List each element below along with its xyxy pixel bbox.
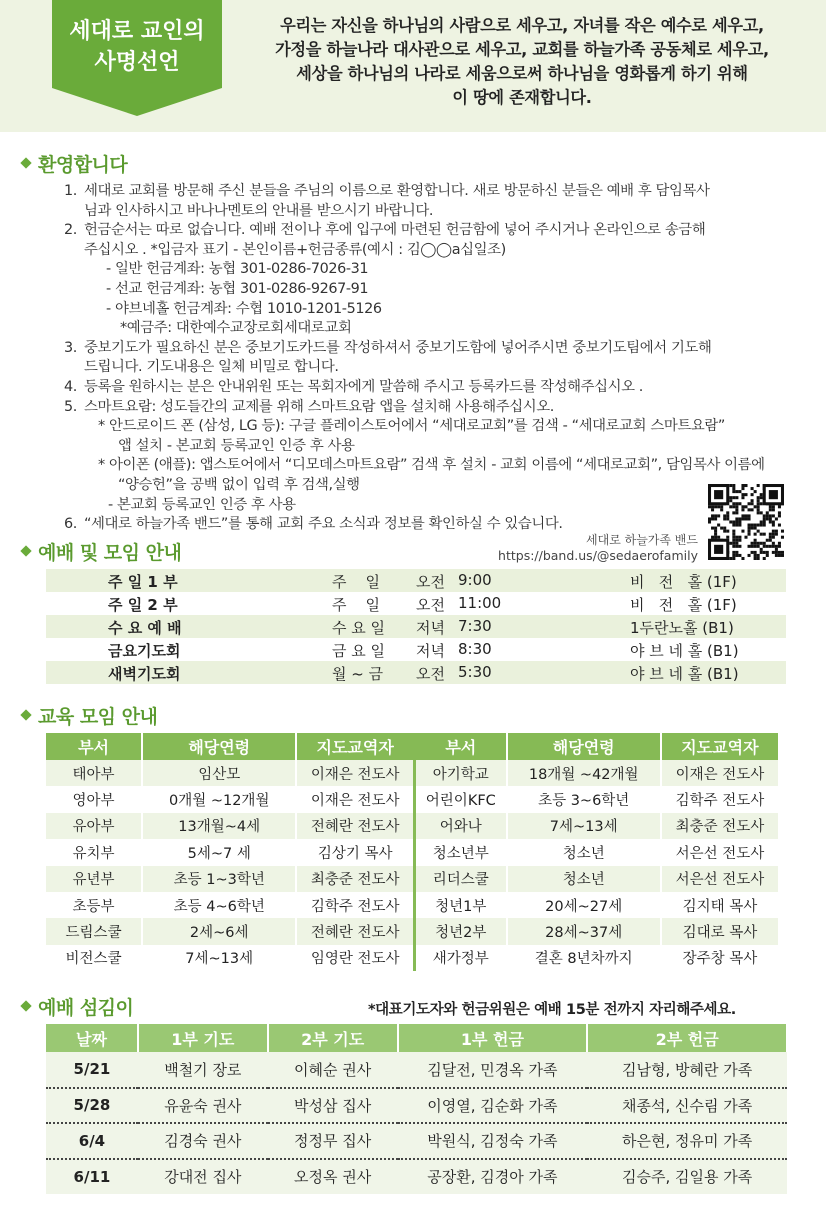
- education-title-text: 교육 모임 안내: [38, 706, 158, 728]
- service-cell: 박원식, 김정숙 가족: [398, 1123, 588, 1159]
- education-header-cell: 해당연령: [142, 733, 296, 760]
- worship-day: 주 일: [332, 573, 381, 591]
- welcome-line-number: [64, 496, 84, 516]
- education-cell: 초등 3~6학년: [507, 786, 661, 812]
- education-table: [46, 733, 780, 971]
- welcome-line: [64, 182, 804, 202]
- welcome-title: [22, 150, 127, 177]
- welcome-line: [64, 496, 804, 516]
- worship-period: 저녁: [416, 642, 445, 660]
- welcome-line: [64, 280, 804, 300]
- welcome-line-text: 등록을 원하시는 분은 안내위원 또는 목회자에게 말씀해 주시고 등록카드를 작성해주십시오 .: [84, 378, 643, 395]
- welcome-line-text: “세대로 하늘가족 밴드”를 통해 교회 주요 소식과 정보를 확인하실 수 있습니다.: [84, 516, 563, 533]
- worship-place: 비 전 홀 (1F): [630, 596, 737, 614]
- table-row: [46, 866, 779, 892]
- band-url[interactable]: https://band.us/@sedaerofamily: [498, 548, 698, 563]
- service-cell: 박성삼 집사: [268, 1088, 398, 1124]
- table-row: [46, 918, 779, 944]
- education-cell: 13개월~4세: [142, 813, 296, 839]
- welcome-line-number: [64, 437, 84, 457]
- worship-title-text: 예배 및 모임 안내: [38, 542, 182, 564]
- education-cell: 결혼 8년차까지: [507, 945, 661, 971]
- diamond-icon: [20, 157, 31, 168]
- education-cell: 김학주 전도사: [296, 892, 414, 918]
- worship-place: 비 전 홀 (1F): [630, 573, 737, 591]
- education-cell: 5세~7 세: [142, 839, 296, 865]
- education-cell: 이재은 전도사: [296, 760, 414, 786]
- welcome-line-number: [64, 202, 84, 222]
- service-cell: 이혜순 권사: [268, 1052, 398, 1088]
- worship-schedule: [46, 569, 786, 684]
- qr-code-icon[interactable]: [708, 484, 784, 560]
- service-cell: 오정옥 권사: [268, 1159, 398, 1195]
- worship-day: 월 ~ 금: [332, 665, 384, 683]
- welcome-line: [64, 202, 804, 222]
- education-cell: 유아부: [46, 813, 142, 839]
- worship-row: [46, 569, 786, 592]
- welcome-title-text: 환영합니다: [38, 154, 128, 176]
- education-cell: 청소년부: [414, 839, 506, 865]
- education-cell: 20세~27세: [507, 892, 661, 918]
- service-cell: 유윤숙 권사: [138, 1088, 268, 1124]
- worship-day: 금 요 일: [332, 642, 386, 660]
- welcome-line-number: 3.: [64, 339, 77, 356]
- header: [0, 0, 826, 132]
- worship-period: 저녁: [416, 619, 445, 637]
- worship-place: 야 브 네 홀 (B1): [630, 642, 739, 660]
- education-cell: 비전스쿨: [46, 945, 142, 971]
- welcome-line-number: [64, 358, 84, 378]
- mission-banner: [52, 0, 222, 116]
- education-cell: 새가정부: [414, 945, 506, 971]
- worship-row: [46, 661, 786, 684]
- education-cell: 이재은 전도사: [661, 760, 779, 786]
- table-row: [46, 813, 779, 839]
- education-cell: 아기학교: [414, 760, 506, 786]
- worship-day: 수 요 일: [332, 619, 386, 637]
- welcome-line-text: 주십시오 . *입금자 표기 - 본인이름+헌금종류(예시 : 김◯◯a십일조): [84, 241, 506, 258]
- welcome-line: [64, 358, 804, 378]
- table-row: [46, 1123, 787, 1159]
- mission-line: 세상을 하나님의 나라로 세움으로써 하나님을 영화롭게 하기 위해: [296, 64, 748, 83]
- service-cell: 김승주, 김일용 가족: [587, 1159, 787, 1195]
- welcome-line: [64, 241, 804, 261]
- table-row: [46, 892, 779, 918]
- worship-time: 8:30: [458, 640, 492, 658]
- welcome-line-number: 4.: [64, 378, 77, 395]
- service-cell: 채종석, 신수림 가족: [587, 1088, 787, 1124]
- welcome-line-text: 스마트요람: 성도들간의 교제를 위해 스마트요람 앱을 설치해 사용해주십시오.: [84, 398, 554, 415]
- education-cell: 초등 4~6학년: [142, 892, 296, 918]
- education-cell: 최충준 전도사: [661, 813, 779, 839]
- worship-time: 5:30: [458, 663, 492, 681]
- worship-period: 오전: [416, 665, 445, 683]
- service-title: [22, 993, 133, 1020]
- education-cell: 어와나: [414, 813, 506, 839]
- welcome-line: [64, 417, 804, 437]
- welcome-line-text: * 안드로이드 폰 (삼성, LG 등): 구글 플레이스토어에서 “세대로교회”를 검색 - “세대로교회 스마트요람”: [98, 418, 725, 435]
- education-cell: 김지태 목사: [661, 892, 779, 918]
- education-cell: 김상기 목사: [296, 839, 414, 865]
- welcome-line-text: *예금주: 대한예수교장로회세대로교회: [120, 320, 352, 337]
- service-date: 5/28: [46, 1088, 138, 1124]
- welcome-line-number: [64, 456, 84, 476]
- welcome-line-text: 세대로 교회를 방문해 주신 분들을 주님의 이름으로 환영합니다. 새로 방문하신 분들은 예배 후 담임목사: [84, 183, 710, 199]
- table-row: [46, 1159, 787, 1195]
- education-cell: 유년부: [46, 866, 142, 892]
- worship-row: [46, 615, 786, 638]
- worship-name: 수 요 예 배: [108, 619, 182, 637]
- welcome-line-number: [64, 280, 84, 300]
- education-header-cell: 해당연령: [507, 733, 661, 760]
- welcome-line-number: [64, 417, 84, 437]
- mission-statement: [238, 14, 806, 110]
- welcome-line: [64, 378, 804, 398]
- education-header-row: [46, 733, 779, 760]
- education-cell: 김학주 전도사: [661, 786, 779, 812]
- education-cell: 7세~13세: [507, 813, 661, 839]
- worship-name: 새벽기도회: [108, 665, 181, 683]
- welcome-line-number: 6.: [64, 516, 77, 533]
- education-cell: 드림스쿨: [46, 918, 142, 944]
- banner-title: [52, 16, 222, 78]
- service-date: 6/4: [46, 1123, 138, 1159]
- welcome-line-number: [64, 300, 84, 320]
- education-header-cell: 지도교역자: [296, 733, 414, 760]
- welcome-list: [64, 182, 804, 535]
- education-cell: 김대로 목사: [661, 918, 779, 944]
- welcome-line-number: 2.: [64, 222, 77, 239]
- mission-line: 가정을 하늘나라 대사관으로 세우고, 교회를 하늘가족 공동체로 세우고,: [275, 40, 769, 59]
- welcome-line-number: 5.: [64, 398, 77, 415]
- education-cell: 초등 1~3학년: [142, 866, 296, 892]
- service-cell: 이영열, 김순화 가족: [398, 1088, 588, 1124]
- table-row: [46, 786, 779, 812]
- service-cell: 백철기 장로: [138, 1052, 268, 1088]
- worship-time: 9:00: [458, 571, 492, 589]
- education-title: [22, 702, 157, 729]
- welcome-line-text: 앱 설치 - 본교회 등록교인 인증 후 사용: [118, 437, 355, 454]
- service-cell: 김달전, 민경옥 가족: [398, 1052, 588, 1088]
- service-date: 6/11: [46, 1159, 138, 1195]
- mission-line: 우리는 자신을 하나님의 사람으로 세우고, 자녀를 작은 예수로 세우고,: [280, 16, 764, 35]
- welcome-line: [64, 260, 804, 280]
- worship-title: [22, 538, 181, 565]
- welcome-line-text: 님과 인사하시고 바나나멘토의 안내를 받으시기 바랍니다.: [84, 202, 434, 219]
- education-header-cell: 지도교역자: [661, 733, 779, 760]
- welcome-line: [64, 319, 804, 339]
- service-header-cell: 2부 기도: [268, 1024, 398, 1052]
- education-cell: 태아부: [46, 760, 142, 786]
- banner-line2: 사명선언: [94, 50, 180, 75]
- service-note: *대표기도자와 헌금위원은 예배 15분 전까지 자리해주세요.: [368, 1002, 736, 1018]
- welcome-line-text: “양승헌”을 공백 없이 입력 후 검색,실행: [118, 476, 360, 493]
- worship-day: 주 일: [332, 596, 381, 614]
- education-cell: 청소년: [507, 839, 661, 865]
- worship-row: [46, 592, 786, 615]
- worship-place: 1두란노홀 (B1): [630, 619, 734, 637]
- education-header-cell: 부서: [46, 733, 142, 760]
- education-cell: 장주창 목사: [661, 945, 779, 971]
- education-cell: 초등부: [46, 892, 142, 918]
- banner-line1: 세대로 교인의: [69, 19, 205, 44]
- education-cell: 어린이KFC: [414, 786, 506, 812]
- diamond-icon: [20, 1000, 31, 1011]
- welcome-line-number: [64, 476, 84, 496]
- table-row: [46, 1088, 787, 1124]
- welcome-line: [64, 300, 804, 320]
- mission-line: 이 땅에 존재합니다.: [452, 88, 592, 107]
- welcome-line-text: 드립니다. 기도내용은 일체 비밀로 합니다.: [84, 359, 339, 376]
- table-row: [46, 945, 779, 971]
- service-header-cell: 1부 헌금: [398, 1024, 588, 1052]
- welcome-line-number: [64, 319, 84, 339]
- welcome-line: [64, 398, 804, 418]
- welcome-line: [64, 456, 804, 476]
- worship-name: 주 일 1 부: [108, 573, 178, 591]
- education-cell: 유치부: [46, 839, 142, 865]
- worship-time: 11:00: [458, 594, 502, 612]
- education-cell: 최충준 전도사: [296, 866, 414, 892]
- service-cell: 김경숙 권사: [138, 1123, 268, 1159]
- welcome-line-number: [64, 241, 84, 261]
- welcome-line-text: - 선교 헌금계좌: 농협 301-0286-9267-91: [106, 280, 369, 297]
- education-cell: 청소년: [507, 866, 661, 892]
- worship-row: [46, 638, 786, 661]
- table-row: [46, 760, 779, 786]
- service-header-row: [46, 1024, 787, 1052]
- welcome-line: [64, 339, 804, 359]
- band-label: 세대로 하늘가족 밴드: [586, 533, 698, 547]
- worship-name: 주 일 2 부: [108, 596, 178, 614]
- education-header-cell: 부서: [414, 733, 506, 760]
- service-cell: 정정무 집사: [268, 1123, 398, 1159]
- welcome-line-text: * 아이폰 (애플): 앱스토어에서 “디모데스마트요람” 검색 후 설치 - 교회 이름에 “세대로교회”, 담임목사 이름에: [98, 457, 765, 474]
- welcome-line-text: - 본교회 등록교인 인증 후 사용: [108, 496, 296, 513]
- table-row: [46, 1052, 787, 1088]
- welcome-line-text: 중보기도가 필요하신 분은 중보기도카드를 작성하셔서 중보기도함에 넣어주시면 중보기도팀에서 기도해: [84, 339, 712, 356]
- service-title-text: 예배 섬김이: [38, 997, 134, 1019]
- education-cell: 임영란 전도사: [296, 945, 414, 971]
- worship-time: 7:30: [458, 617, 492, 635]
- service-header-cell: 날짜: [46, 1024, 138, 1052]
- table-row: [46, 839, 779, 865]
- welcome-line: [64, 476, 804, 496]
- education-cell: 이재은 전도사: [296, 786, 414, 812]
- welcome-line-text: - 야브네홀 헌금계좌: 수협 1010-1201-5126: [106, 300, 382, 317]
- service-table: [46, 1024, 788, 1194]
- welcome-line-number: [64, 260, 84, 280]
- education-cell: 전혜란 전도사: [296, 918, 414, 944]
- worship-place: 야 브 네 홀 (B1): [630, 665, 739, 683]
- education-cell: 0개월 ~12개월: [142, 786, 296, 812]
- education-cell: 영아부: [46, 786, 142, 812]
- worship-period: 오전: [416, 596, 445, 614]
- service-cell: 공장환, 김경아 가족: [398, 1159, 588, 1195]
- education-cell: 서은선 전도사: [661, 866, 779, 892]
- service-cell: 강대전 집사: [138, 1159, 268, 1195]
- education-cell: 청년1부: [414, 892, 506, 918]
- worship-name: 금요기도회: [108, 642, 181, 660]
- education-cell: 28세~37세: [507, 918, 661, 944]
- welcome-line-number: 1.: [64, 183, 77, 199]
- education-cell: 서은선 전도사: [661, 839, 779, 865]
- service-header-cell: 2부 헌금: [587, 1024, 787, 1052]
- welcome-line: [64, 437, 804, 457]
- education-cell: 7세~13세: [142, 945, 296, 971]
- service-date: 5/21: [46, 1052, 138, 1088]
- diamond-icon: [20, 545, 31, 556]
- education-cell: 리더스쿨: [414, 866, 506, 892]
- education-cell: 임산모: [142, 760, 296, 786]
- education-cell: 청년2부: [414, 918, 506, 944]
- service-cell: 하은현, 정유미 가족: [587, 1123, 787, 1159]
- education-cell: 2세~6세: [142, 918, 296, 944]
- welcome-line-text: - 일반 헌금계좌: 농협 301-0286-7026-31: [106, 261, 369, 278]
- welcome-line: [64, 221, 804, 241]
- diamond-icon: [20, 709, 31, 720]
- education-cell: 18개월 ~42개월: [507, 760, 661, 786]
- service-header-cell: 1부 기도: [138, 1024, 268, 1052]
- service-cell: 김남형, 방혜란 가족: [587, 1052, 787, 1088]
- education-cell: 전혜란 전도사: [296, 813, 414, 839]
- welcome-line-text: 헌금순서는 따로 없습니다. 예배 전이나 후에 입구에 마련된 헌금함에 넣어 주시거나 온라인으로 송금해: [84, 222, 706, 239]
- worship-period: 오전: [416, 573, 445, 591]
